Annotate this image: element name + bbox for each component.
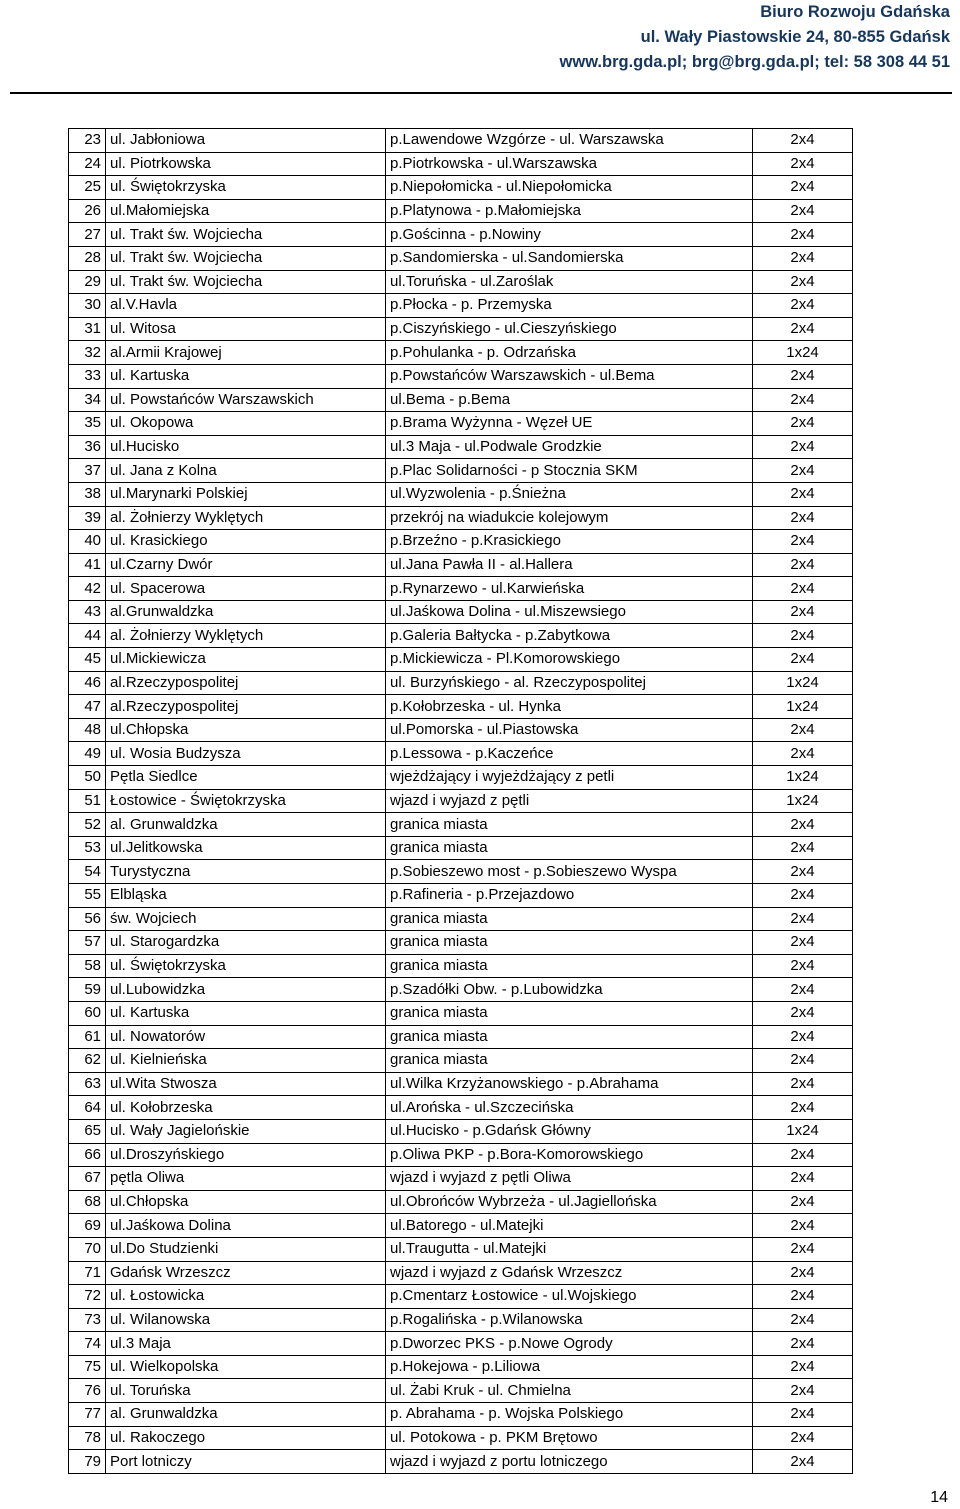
row-number: 58 (69, 954, 106, 978)
street-cell: pętla Oliwa (106, 1167, 386, 1191)
table-row (69, 294, 853, 318)
lanes-cell: 2x4 (753, 553, 853, 577)
table-row (69, 931, 853, 955)
street-cell: ul. Kołobrzeska (106, 1096, 386, 1120)
lanes-cell: 2x4 (753, 931, 853, 955)
lanes-cell: 2x4 (753, 1450, 853, 1474)
table-row (69, 813, 853, 837)
table-row (69, 246, 853, 270)
section-cell: ul.Toruńska - ul.Zaroślak (386, 270, 753, 294)
street-cell: ul. Świętokrzyska (106, 954, 386, 978)
street-cell: ul.Czarny Dwór (106, 553, 386, 577)
section-cell: p.Brzeźno - p.Krasickiego (386, 530, 753, 554)
street-cell: ul.Chłopska (106, 718, 386, 742)
street-cell: ul. Kartuska (106, 364, 386, 388)
row-number: 26 (69, 199, 106, 223)
row-number: 73 (69, 1308, 106, 1332)
street-cell: ul. Jabłoniowa (106, 129, 386, 153)
lanes-cell: 2x4 (753, 482, 853, 506)
table-row (69, 199, 853, 223)
section-cell: ul.Jaśkowa Dolina - ul.Miszewsiego (386, 600, 753, 624)
lanes-cell: 2x4 (753, 978, 853, 1002)
street-cell: ul. Toruńska (106, 1379, 386, 1403)
lanes-cell: 2x4 (753, 317, 853, 341)
table-row (69, 577, 853, 601)
street-cell: Gdańsk Wrzeszcz (106, 1261, 386, 1285)
street-cell: ul. Rakoczego (106, 1426, 386, 1450)
section-cell: granica miasta (386, 813, 753, 837)
table-row (69, 1167, 853, 1191)
lanes-cell: 2x4 (753, 435, 853, 459)
table-row (69, 718, 853, 742)
lanes-cell: 2x4 (753, 1167, 853, 1191)
row-number: 46 (69, 671, 106, 695)
street-cell: ul.Hucisko (106, 435, 386, 459)
street-cell: św. Wojciech (106, 907, 386, 931)
lanes-cell: 2x4 (753, 223, 853, 247)
lanes-cell: 2x4 (753, 412, 853, 436)
row-number: 30 (69, 294, 106, 318)
lanes-cell: 2x4 (753, 648, 853, 672)
section-cell: wjazd i wyjazd z pętli Oliwa (386, 1167, 753, 1191)
table-row (69, 1261, 853, 1285)
table-row (69, 884, 853, 908)
row-number: 55 (69, 884, 106, 908)
row-number: 57 (69, 931, 106, 955)
table-row (69, 1143, 853, 1167)
row-number: 59 (69, 978, 106, 1002)
lanes-cell: 2x4 (753, 1308, 853, 1332)
street-cell: al.Armii Krajowej (106, 341, 386, 365)
table-row (69, 1214, 853, 1238)
lanes-cell: 2x4 (753, 152, 853, 176)
table-row (69, 1001, 853, 1025)
street-cell: ul. Kartuska (106, 1001, 386, 1025)
lanes-cell: 2x4 (753, 1190, 853, 1214)
organization-contact: www.brg.gda.pl; brg@brg.gda.pl; tel: 58 308 44 51 (559, 53, 950, 71)
lanes-cell: 2x4 (753, 459, 853, 483)
table-row (69, 129, 853, 153)
section-cell: p.Szadółki Obw. - p.Lubowidzka (386, 978, 753, 1002)
row-number: 65 (69, 1119, 106, 1143)
row-number: 27 (69, 223, 106, 247)
row-number: 69 (69, 1214, 106, 1238)
street-cell: ul. Kielnieńska (106, 1049, 386, 1073)
row-number: 79 (69, 1450, 106, 1474)
table-row (69, 766, 853, 790)
table-row (69, 388, 853, 412)
table-row (69, 1072, 853, 1096)
section-cell: granica miasta (386, 1049, 753, 1073)
lanes-cell: 2x4 (753, 600, 853, 624)
section-cell: p.Kołobrzeska - ul. Hynka (386, 695, 753, 719)
street-cell: ul. Powstańców Warszawskich (106, 388, 386, 412)
row-number: 47 (69, 695, 106, 719)
row-number: 56 (69, 907, 106, 931)
lanes-cell: 2x4 (753, 836, 853, 860)
section-cell: ul.Obrońców Wybrzeża - ul.Jagiellońska (386, 1190, 753, 1214)
street-cell: Łostowice - Świętokrzyska (106, 789, 386, 813)
row-number: 61 (69, 1025, 106, 1049)
row-number: 75 (69, 1355, 106, 1379)
section-cell: p.Cmentarz Łostowice - ul.Wojskiego (386, 1285, 753, 1309)
table-row (69, 317, 853, 341)
lanes-cell: 2x4 (753, 742, 853, 766)
table-row (69, 270, 853, 294)
section-cell: przekrój na wiadukcie kolejowym (386, 506, 753, 530)
section-cell: ul.Arońska - ul.Szczecińska (386, 1096, 753, 1120)
row-number: 34 (69, 388, 106, 412)
table-row (69, 671, 853, 695)
row-number: 54 (69, 860, 106, 884)
row-number: 60 (69, 1001, 106, 1025)
section-cell: p.Galeria Bałtycka - p.Zabytkowa (386, 624, 753, 648)
row-number: 68 (69, 1190, 106, 1214)
section-cell: ul.Wilka Krzyżanowskiego - p.Abrahama (386, 1072, 753, 1096)
table-row (69, 152, 853, 176)
lanes-cell: 2x4 (753, 860, 853, 884)
table-row (69, 1190, 853, 1214)
section-cell: p.Plac Solidarności - p Stocznia SKM (386, 459, 753, 483)
lanes-cell: 2x4 (753, 270, 853, 294)
street-cell: al.Grunwaldzka (106, 600, 386, 624)
street-cell: ul.Marynarki Polskiej (106, 482, 386, 506)
row-number: 66 (69, 1143, 106, 1167)
row-number: 40 (69, 530, 106, 554)
table-row (69, 648, 853, 672)
row-number: 41 (69, 553, 106, 577)
table-row (69, 1426, 853, 1450)
lanes-cell: 2x4 (753, 1285, 853, 1309)
row-number: 50 (69, 766, 106, 790)
table-row (69, 695, 853, 719)
lanes-cell: 2x4 (753, 530, 853, 554)
row-number: 24 (69, 152, 106, 176)
row-number: 63 (69, 1072, 106, 1096)
row-number: 29 (69, 270, 106, 294)
lanes-cell: 2x4 (753, 176, 853, 200)
row-number: 71 (69, 1261, 106, 1285)
table-row (69, 1025, 853, 1049)
table-body (69, 129, 853, 1474)
section-cell: p.Pohulanka - p. Odrzańska (386, 341, 753, 365)
section-cell: p.Dworzec PKS - p.Nowe Ogrody (386, 1332, 753, 1356)
table-row (69, 624, 853, 648)
section-cell: p.Niepołomicka - ul.Niepołomicka (386, 176, 753, 200)
lanes-cell: 1x24 (753, 341, 853, 365)
table-row (69, 1308, 853, 1332)
table-row (69, 482, 853, 506)
row-number: 32 (69, 341, 106, 365)
street-cell: ul.3 Maja (106, 1332, 386, 1356)
street-cell: al. Żołnierzy Wyklętych (106, 506, 386, 530)
street-cell: ul. Witosa (106, 317, 386, 341)
organization-name: Biuro Rozwoju Gdańska (760, 3, 950, 21)
street-cell: ul. Trakt św. Wojciecha (106, 270, 386, 294)
row-number: 35 (69, 412, 106, 436)
table-row (69, 1285, 853, 1309)
table-row (69, 600, 853, 624)
street-cell: ul.Lubowidzka (106, 978, 386, 1002)
section-cell: p.Lessowa - p.Kaczeńce (386, 742, 753, 766)
table-row (69, 1403, 853, 1427)
table-row (69, 978, 853, 1002)
lanes-cell: 2x4 (753, 199, 853, 223)
section-cell: p.Oliwa PKP - p.Bora-Komorowskiego (386, 1143, 753, 1167)
street-cell: Port lotniczy (106, 1450, 386, 1474)
row-number: 45 (69, 648, 106, 672)
section-cell: p.Rynarzewo - ul.Karwieńska (386, 577, 753, 601)
lanes-cell: 2x4 (753, 1214, 853, 1238)
header-divider (10, 92, 952, 94)
street-cell: ul. Trakt św. Wojciecha (106, 246, 386, 270)
measurement-points-table (68, 128, 853, 1474)
table-row (69, 907, 853, 931)
table-row (69, 1049, 853, 1073)
street-cell: ul. Piotrkowska (106, 152, 386, 176)
section-cell: granica miasta (386, 931, 753, 955)
section-cell: wjazd i wyjazd z Gdańsk Wrzeszcz (386, 1261, 753, 1285)
lanes-cell: 2x4 (753, 1072, 853, 1096)
street-cell: Turystyczna (106, 860, 386, 884)
section-cell: granica miasta (386, 954, 753, 978)
lanes-cell: 2x4 (753, 1049, 853, 1073)
lanes-cell: 1x24 (753, 671, 853, 695)
organization-address: ul. Wały Piastowskie 24, 80-855 Gdańsk (640, 28, 950, 46)
row-number: 51 (69, 789, 106, 813)
section-cell: p.Rogalińska - p.Wilanowska (386, 1308, 753, 1332)
lanes-cell: 1x24 (753, 1119, 853, 1143)
street-cell: Elbląska (106, 884, 386, 908)
street-cell: ul. Łostowicka (106, 1285, 386, 1309)
street-cell: ul. Wały Jagielońskie (106, 1119, 386, 1143)
table-row (69, 530, 853, 554)
lanes-cell: 2x4 (753, 884, 853, 908)
table-row (69, 954, 853, 978)
section-cell: ul.Jana Pawła II - al.Hallera (386, 553, 753, 577)
table-row (69, 1096, 853, 1120)
row-number: 44 (69, 624, 106, 648)
street-cell: al. Grunwaldzka (106, 813, 386, 837)
street-cell: ul. Trakt św. Wojciecha (106, 223, 386, 247)
letterhead (560, 0, 950, 75)
section-cell: granica miasta (386, 1025, 753, 1049)
row-number: 38 (69, 482, 106, 506)
lanes-cell: 2x4 (753, 294, 853, 318)
row-number: 64 (69, 1096, 106, 1120)
table-row (69, 341, 853, 365)
street-cell: ul.Droszyńskiego (106, 1143, 386, 1167)
street-cell: ul.Chłopska (106, 1190, 386, 1214)
table-row (69, 506, 853, 530)
lanes-cell: 2x4 (753, 1261, 853, 1285)
section-cell: p. Abrahama - p. Wojska Polskiego (386, 1403, 753, 1427)
table-row (69, 176, 853, 200)
table-row (69, 836, 853, 860)
section-cell: p.Sandomierska - ul.Sandomierska (386, 246, 753, 270)
page-number: 14 (930, 1489, 948, 1506)
lanes-cell: 2x4 (753, 1237, 853, 1261)
street-cell: Pętla Siedlce (106, 766, 386, 790)
lanes-cell: 2x4 (753, 577, 853, 601)
row-number: 33 (69, 364, 106, 388)
section-cell: ul.3 Maja - ul.Podwale Grodzkie (386, 435, 753, 459)
table-row (69, 459, 853, 483)
row-number: 78 (69, 1426, 106, 1450)
table-row (69, 742, 853, 766)
section-cell: granica miasta (386, 836, 753, 860)
row-number: 39 (69, 506, 106, 530)
section-cell: ul. Burzyńskiego - al. Rzeczypospolitej (386, 671, 753, 695)
street-cell: ul.Do Studzienki (106, 1237, 386, 1261)
street-cell: ul.Mickiewicza (106, 648, 386, 672)
row-number: 49 (69, 742, 106, 766)
section-cell: ul.Bema - p.Bema (386, 388, 753, 412)
section-cell: p.Gościnna - p.Nowiny (386, 223, 753, 247)
lanes-cell: 1x24 (753, 789, 853, 813)
section-cell: ul.Wyzwolenia - p.Śnieżna (386, 482, 753, 506)
row-number: 36 (69, 435, 106, 459)
section-cell: wjazd i wyjazd z pętli (386, 789, 753, 813)
table-row (69, 789, 853, 813)
table-row (69, 553, 853, 577)
section-cell: p.Powstańców Warszawskich - ul.Bema (386, 364, 753, 388)
section-cell: ul.Hucisko - p.Gdańsk Główny (386, 1119, 753, 1143)
section-cell: ul.Pomorska - ul.Piastowska (386, 718, 753, 742)
table-row (69, 412, 853, 436)
street-cell: ul.Jelitkowska (106, 836, 386, 860)
lanes-cell: 2x4 (753, 364, 853, 388)
street-cell: ul. Spacerowa (106, 577, 386, 601)
street-cell: al.V.Havla (106, 294, 386, 318)
table-row (69, 1237, 853, 1261)
street-cell: ul. Wosia Budzysza (106, 742, 386, 766)
street-cell: ul. Okopowa (106, 412, 386, 436)
lanes-cell: 2x4 (753, 1403, 853, 1427)
lanes-cell: 2x4 (753, 907, 853, 931)
lanes-cell: 2x4 (753, 1096, 853, 1120)
lanes-cell: 2x4 (753, 246, 853, 270)
row-number: 42 (69, 577, 106, 601)
section-cell: p.Mickiewicza - Pl.Komorowskiego (386, 648, 753, 672)
section-cell: p.Rafineria - p.Przejazdowo (386, 884, 753, 908)
street-cell: ul. Świętokrzyska (106, 176, 386, 200)
table-row (69, 1379, 853, 1403)
street-cell: al. Żołnierzy Wyklętych (106, 624, 386, 648)
row-number: 31 (69, 317, 106, 341)
row-number: 76 (69, 1379, 106, 1403)
row-number: 52 (69, 813, 106, 837)
section-cell: p.Brama Wyżynna - Węzeł UE (386, 412, 753, 436)
section-cell: ul. Żabi Kruk - ul. Chmielna (386, 1379, 753, 1403)
street-cell: al.Rzeczypospolitej (106, 671, 386, 695)
lanes-cell: 2x4 (753, 388, 853, 412)
lanes-cell: 2x4 (753, 1332, 853, 1356)
table-row (69, 364, 853, 388)
section-cell: ul. Potokowa - p. PKM Brętowo (386, 1426, 753, 1450)
street-cell: ul. Jana z Kolna (106, 459, 386, 483)
row-number: 77 (69, 1403, 106, 1427)
street-cell: ul. Wielkopolska (106, 1355, 386, 1379)
row-number: 28 (69, 246, 106, 270)
street-cell: al. Grunwaldzka (106, 1403, 386, 1427)
street-cell: al.Rzeczypospolitej (106, 695, 386, 719)
section-cell: granica miasta (386, 1001, 753, 1025)
section-cell: wjazd i wyjazd z portu lotniczego (386, 1450, 753, 1474)
street-cell: ul.Jaśkowa Dolina (106, 1214, 386, 1238)
lanes-cell: 2x4 (753, 1355, 853, 1379)
table-row (69, 1332, 853, 1356)
row-number: 48 (69, 718, 106, 742)
table-row (69, 1355, 853, 1379)
lanes-cell: 2x4 (753, 129, 853, 153)
row-number: 23 (69, 129, 106, 153)
table-row (69, 860, 853, 884)
lanes-cell: 2x4 (753, 1025, 853, 1049)
table-row (69, 435, 853, 459)
section-cell: p.Hokejowa - p.Liliowa (386, 1355, 753, 1379)
lanes-cell: 1x24 (753, 695, 853, 719)
table-row (69, 1119, 853, 1143)
street-cell: ul. Wilanowska (106, 1308, 386, 1332)
lanes-cell: 2x4 (753, 1143, 853, 1167)
row-number: 74 (69, 1332, 106, 1356)
street-cell: ul.Małomiejska (106, 199, 386, 223)
row-number: 62 (69, 1049, 106, 1073)
lanes-cell: 2x4 (753, 1426, 853, 1450)
table-row (69, 223, 853, 247)
lanes-cell: 2x4 (753, 954, 853, 978)
street-cell: ul.Wita Stwosza (106, 1072, 386, 1096)
row-number: 67 (69, 1167, 106, 1191)
section-cell: granica miasta (386, 907, 753, 931)
lanes-cell: 2x4 (753, 1001, 853, 1025)
lanes-cell: 1x24 (753, 766, 853, 790)
street-cell: ul. Nowatorów (106, 1025, 386, 1049)
lanes-cell: 2x4 (753, 718, 853, 742)
section-cell: p.Płocka - p. Przemyska (386, 294, 753, 318)
row-number: 43 (69, 600, 106, 624)
row-number: 72 (69, 1285, 106, 1309)
lanes-cell: 2x4 (753, 1379, 853, 1403)
section-cell: ul.Batorego - ul.Matejki (386, 1214, 753, 1238)
table-row (69, 1450, 853, 1474)
lanes-cell: 2x4 (753, 624, 853, 648)
row-number: 53 (69, 836, 106, 860)
lanes-cell: 2x4 (753, 506, 853, 530)
section-cell: p.Sobieszewo most - p.Sobieszewo Wyspa (386, 860, 753, 884)
lanes-cell: 2x4 (753, 813, 853, 837)
row-number: 25 (69, 176, 106, 200)
section-cell: ul.Traugutta - ul.Matejki (386, 1237, 753, 1261)
section-cell: wjeżdżający i wyjeżdżający z petli (386, 766, 753, 790)
row-number: 70 (69, 1237, 106, 1261)
row-number: 37 (69, 459, 106, 483)
section-cell: p.Piotrkowska - ul.Warszawska (386, 152, 753, 176)
section-cell: p.Lawendowe Wzgórze - ul. Warszawska (386, 129, 753, 153)
section-cell: p.Platynowa - p.Małomiejska (386, 199, 753, 223)
street-cell: ul. Krasickiego (106, 530, 386, 554)
section-cell: p.Ciszyńskiego - ul.Cieszyńskiego (386, 317, 753, 341)
street-cell: ul. Starogardzka (106, 931, 386, 955)
